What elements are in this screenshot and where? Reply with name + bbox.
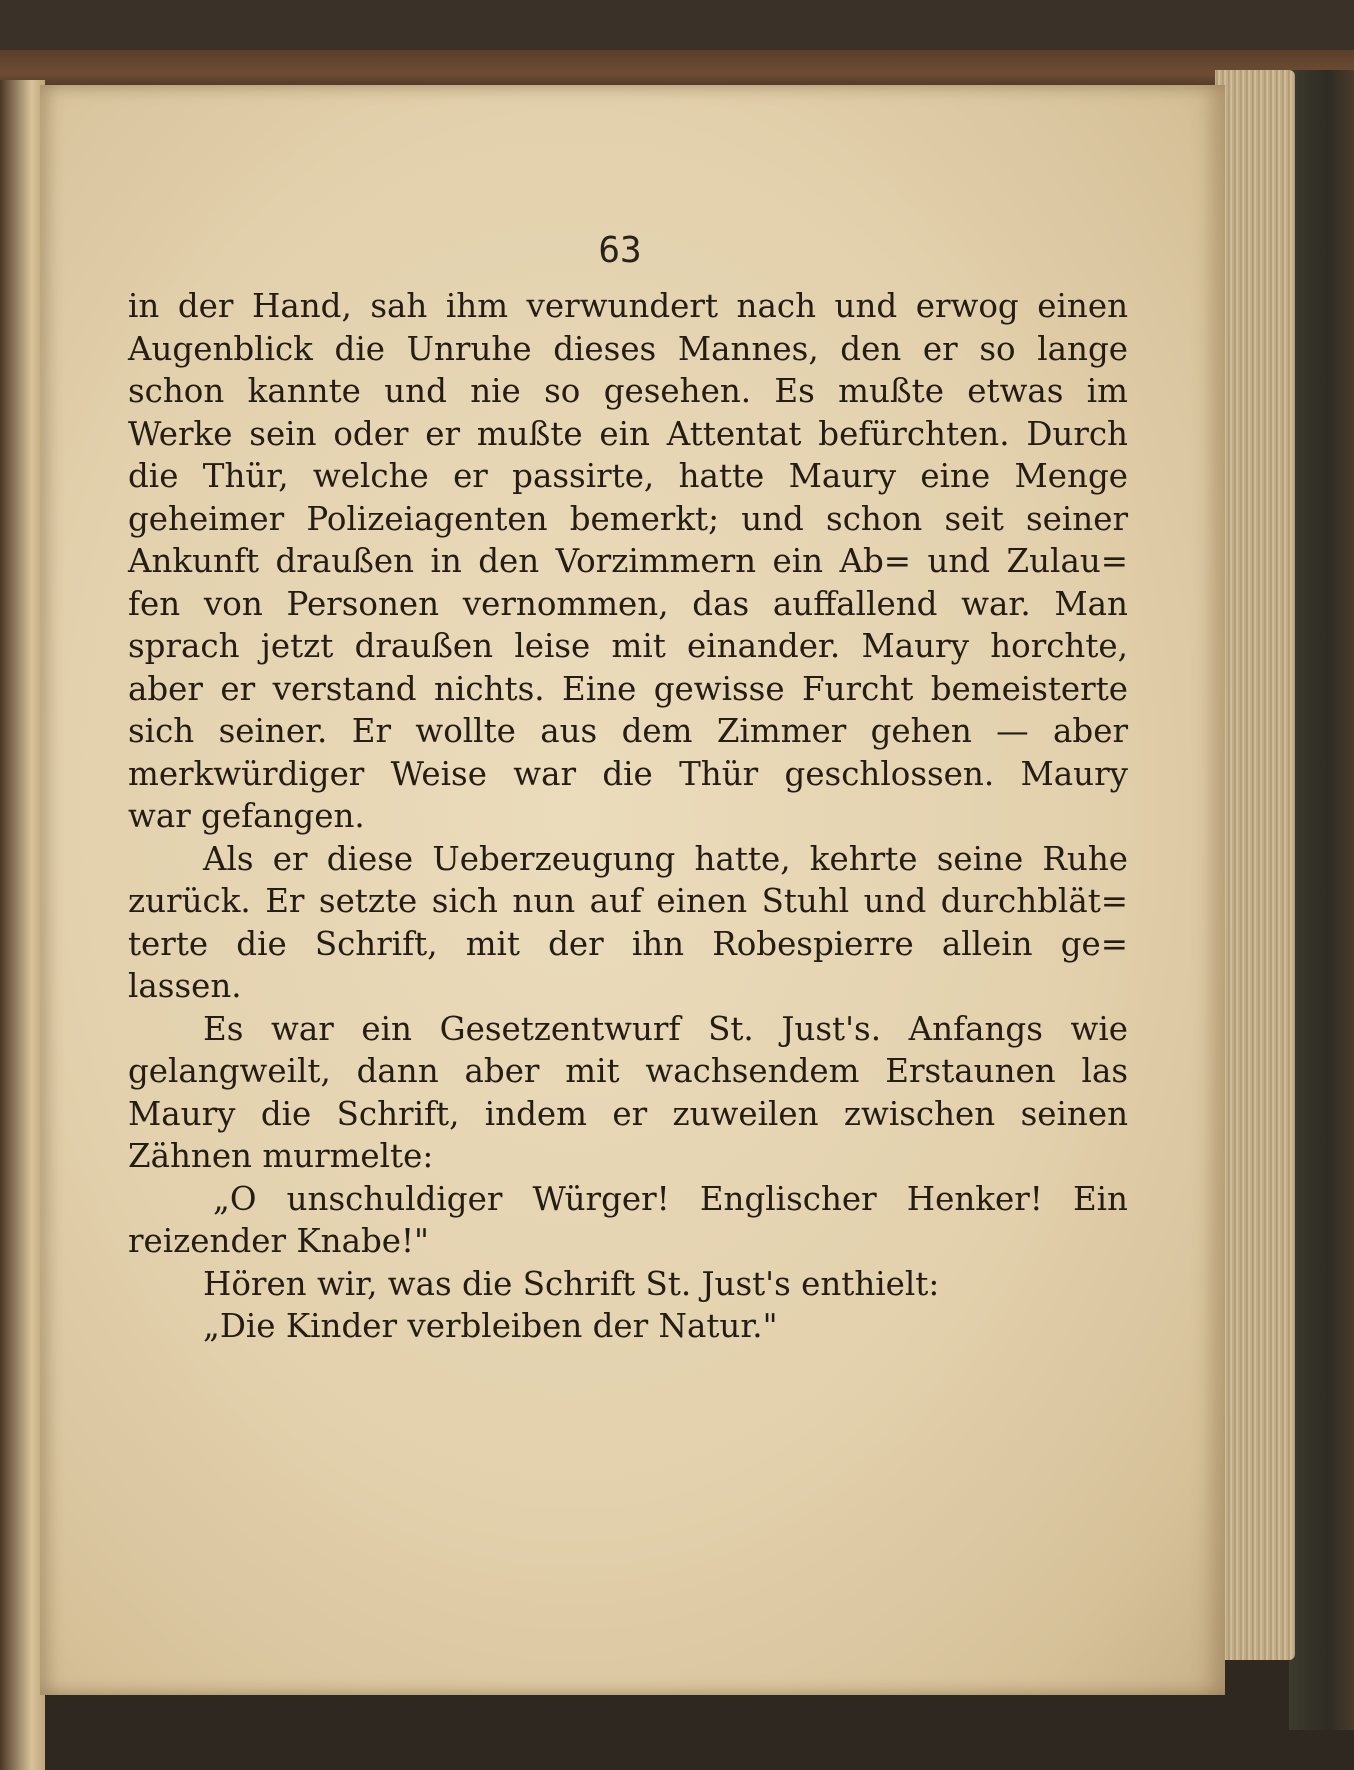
book-page bbox=[40, 85, 1225, 1695]
text-line: lassen. bbox=[128, 967, 242, 1005]
text-line: merkwürdiger Weise war die Thür geschlossen. Maury bbox=[128, 754, 1128, 793]
text-line: gelangweilt, dann aber mit wachsendem Erstaunen las bbox=[128, 1052, 1128, 1090]
text-line: sich seiner. Er wollte aus dem Zimmer gehen — aber bbox=[128, 712, 1128, 750]
text-line: in der Hand, sah ihm verwundert nach und erwog einen bbox=[128, 287, 1128, 325]
text-line: geheimer Polizeiagenten bemerkt; und schon seit seiner bbox=[128, 499, 1128, 538]
text-line: terte die Schrift, mit der ihn Robespierre allein ge= bbox=[128, 924, 1128, 963]
previous-page-edge bbox=[0, 80, 45, 1770]
quote-line: „O unschuldiger Würger! Englischer Henker! Ein bbox=[213, 1179, 1128, 1218]
paragraph-start-line: Als er diese Ueberzeugung hatte, kehrte seine Ruhe bbox=[203, 839, 1128, 878]
text-line: zurück. Er setzte sich nun auf einen Stuhl und durchblät= bbox=[128, 882, 1128, 920]
text-line: schon kannte und nie so gesehen. Es mußte etwas im bbox=[128, 372, 1128, 410]
text-line: die Thür, welche er passirte, hatte Maury eine Menge bbox=[128, 457, 1128, 495]
book-cover-top-edge bbox=[0, 50, 1354, 90]
page-stack-edges bbox=[1215, 70, 1295, 1660]
text-line: Zähnen murmelte: bbox=[128, 1137, 434, 1175]
text-line: war gefangen. bbox=[128, 797, 365, 835]
paragraph-start-line: Hören wir, was die Schrift St. Just's enthielt: bbox=[203, 1264, 940, 1303]
quote-line: „Die Kinder verbleiben der Natur." bbox=[203, 1307, 778, 1345]
text-line: Maury die Schrift, indem er zuweilen zwischen seinen bbox=[128, 1094, 1128, 1133]
text-line: aber er verstand nichts. Eine gewisse Furcht bemeisterte bbox=[128, 669, 1128, 708]
page-body-text bbox=[128, 285, 1128, 1348]
text-line: Werke sein oder er mußte ein Attentat befürchten. Durch bbox=[128, 414, 1128, 453]
text-line: Augenblick die Unruhe dieses Mannes, den er so lange bbox=[128, 329, 1128, 368]
text-line: sprach jetzt draußen leise mit einander. Maury horchte, bbox=[128, 627, 1128, 665]
book-cover-right-edge bbox=[1289, 70, 1354, 1730]
text-line: reizender Knabe!" bbox=[128, 1222, 429, 1260]
text-line: Ankunft draußen in den Vorzimmern ein Ab= und Zulau= bbox=[128, 542, 1128, 580]
text-line: fen von Personen vernommen, das auffallend war. Man bbox=[128, 584, 1128, 623]
page-number: 63 bbox=[598, 230, 642, 271]
paragraph-start-line: Es war ein Gesetzentwurf St. Just's. Anfangs wie bbox=[203, 1009, 1128, 1048]
